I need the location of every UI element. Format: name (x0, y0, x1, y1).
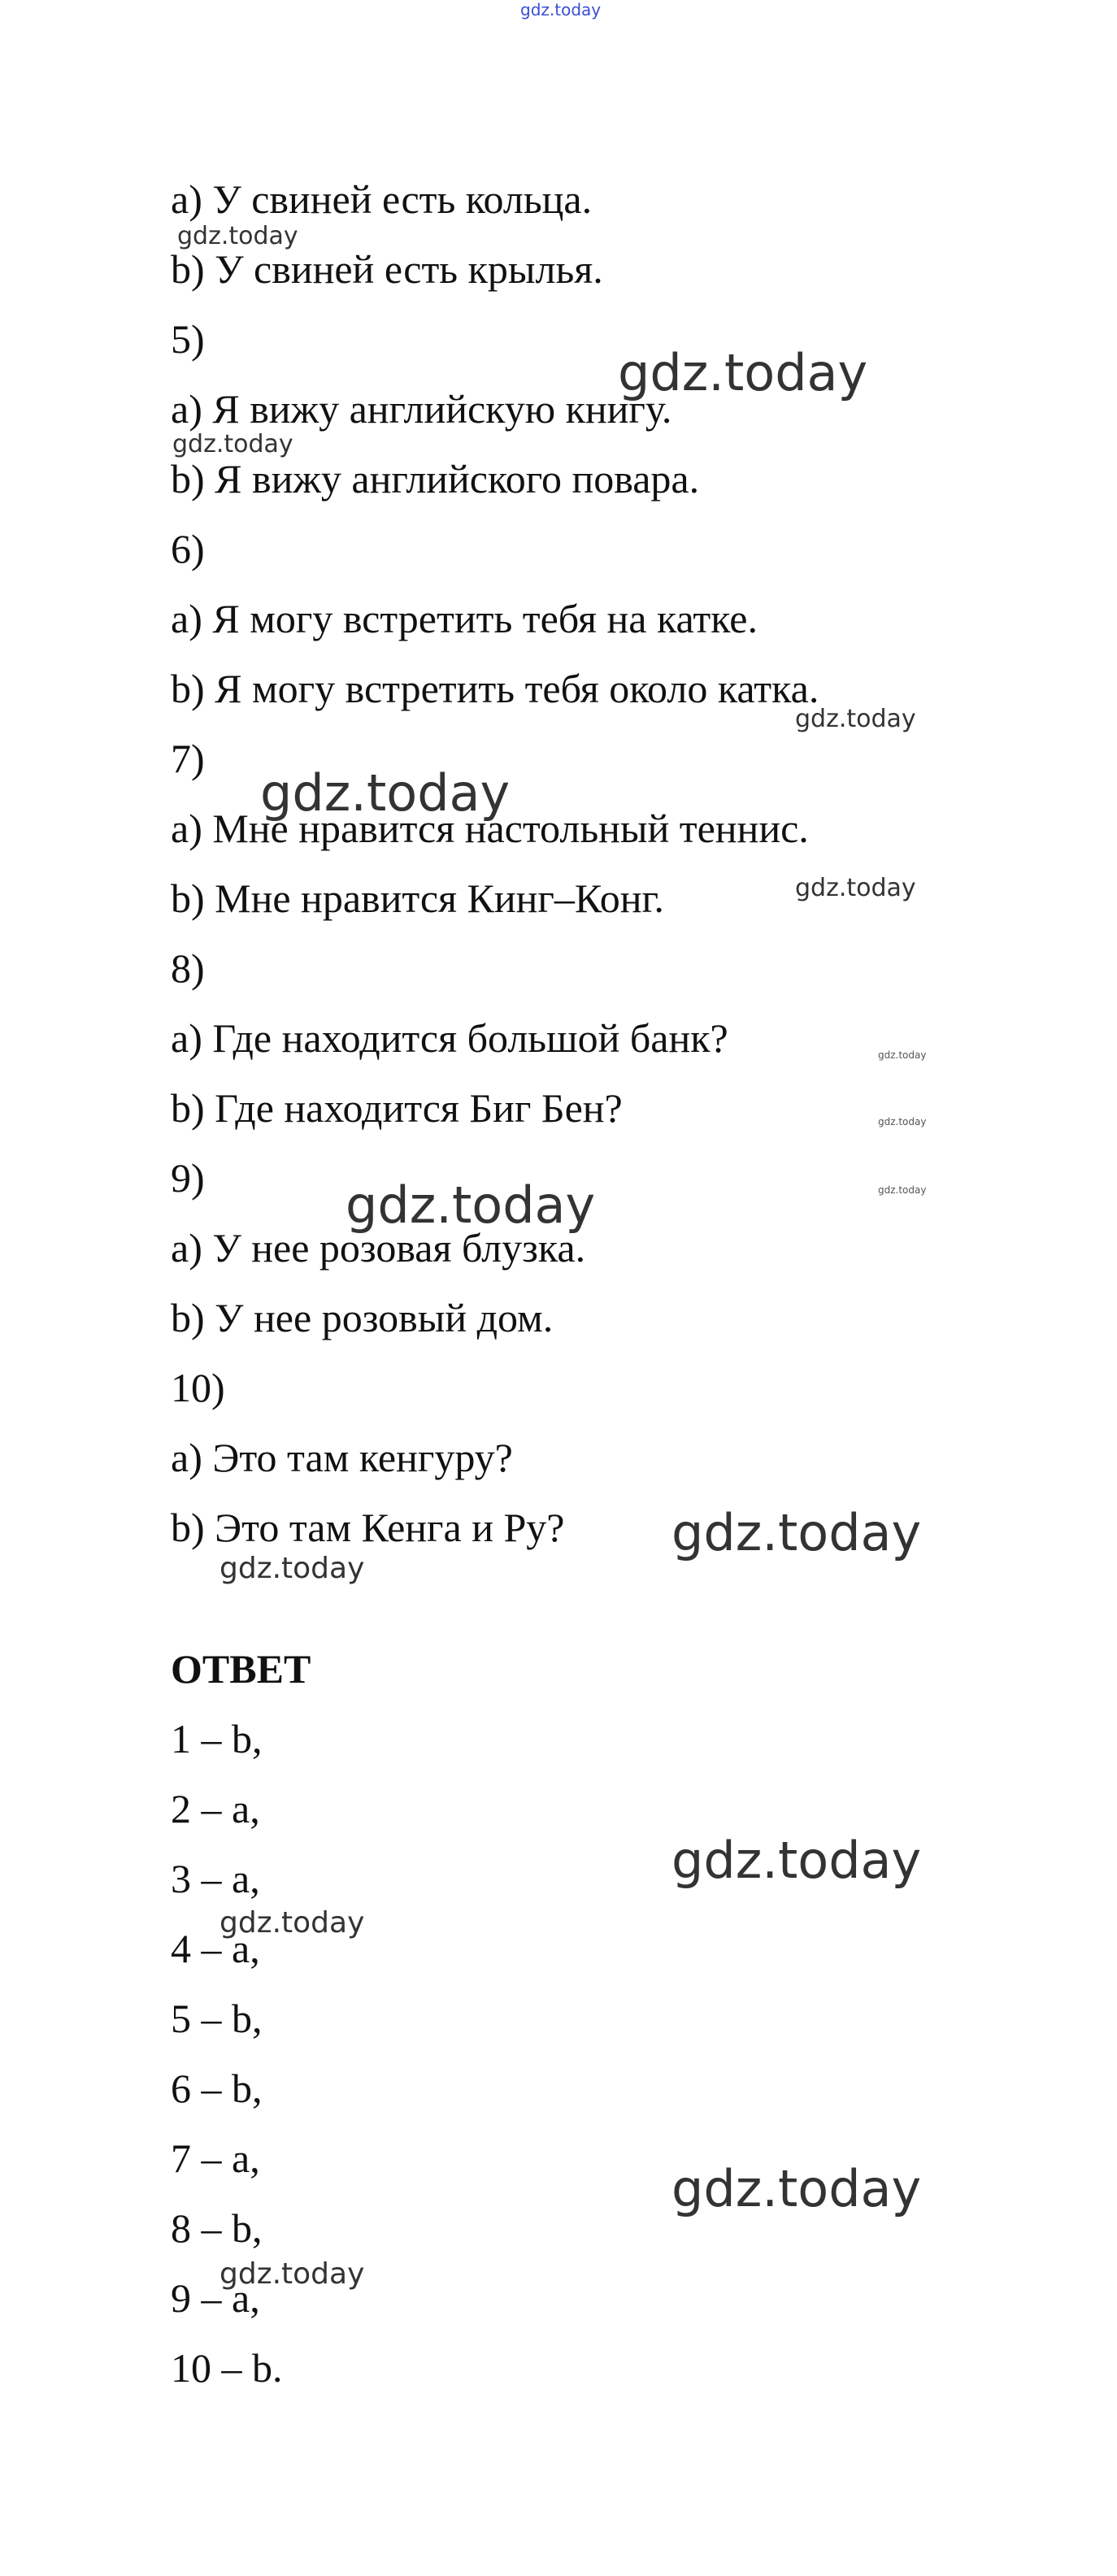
option-line: а) У свиней есть кольца. (171, 176, 593, 222)
option-line: а) У нее розовая блузка. (171, 1225, 586, 1271)
watermark: gdz.today (672, 1831, 922, 1890)
option-line: b) У нее розовый дом. (171, 1295, 554, 1340)
watermark: gdz.today (260, 763, 511, 823)
option-line: b) Мне нравится Кинг–Конг. (171, 875, 664, 921)
answer-line: 1 – b, (171, 1716, 263, 1761)
question-number: 5) (171, 316, 205, 362)
watermark: gdz.today (520, 0, 602, 20)
watermark: gdz.today (177, 222, 298, 250)
option-line: b) Где находится Биг Бен? (171, 1085, 623, 1131)
option-line: а) Мне нравится настольный теннис. (171, 806, 809, 851)
option-line: а) Это там кенгуру? (171, 1435, 513, 1480)
option-line: а) Я вижу английскую книгу. (171, 386, 672, 432)
answer-line: 9 – a, (171, 2275, 260, 2321)
answer-line: 4 – a, (171, 1926, 260, 1971)
answer-line: 8 – b, (171, 2205, 263, 2251)
watermark: gdz.today (878, 1116, 927, 1127)
question-number: 7) (171, 736, 205, 781)
watermark: gdz.today (672, 2159, 922, 2218)
answer-line: 2 – a, (171, 1786, 260, 1831)
watermark: gdz.today (219, 1906, 365, 1940)
watermark: gdz.today (618, 343, 868, 402)
watermark: gdz.today (672, 1503, 922, 1562)
question-number: 9) (171, 1155, 205, 1201)
option-line: b) Это там Кенга и Ру? (171, 1505, 565, 1550)
answer-line: 10 – b. (171, 2345, 283, 2391)
question-number: 8) (171, 945, 205, 991)
watermark: gdz.today (346, 1175, 596, 1235)
option-line: b) Я могу встретить тебя около катка. (171, 666, 819, 711)
answer-line: 7 – a, (171, 2135, 260, 2181)
option-line: b) Я вижу английского повара. (171, 456, 700, 502)
watermark: gdz.today (219, 2257, 365, 2291)
answer-line: 6 – b, (171, 2066, 263, 2111)
watermark: gdz.today (795, 705, 916, 733)
watermark: gdz.today (878, 1184, 927, 1196)
option-line: а) Я могу встретить тебя на катке. (171, 596, 758, 641)
answer-line: 5 – b, (171, 1996, 263, 2041)
watermark: gdz.today (172, 430, 293, 458)
watermark: gdz.today (878, 1049, 927, 1061)
option-line: а) Где находится большой банк? (171, 1015, 728, 1061)
question-number: 6) (171, 526, 205, 571)
watermark: gdz.today (795, 874, 916, 902)
answer-heading: ОТВЕТ (171, 1646, 311, 1692)
answer-line: 3 – a, (171, 1856, 260, 1901)
watermark: gdz.today (219, 1552, 365, 1585)
question-number: 10) (171, 1365, 225, 1410)
option-line: b) У свиней есть крылья. (171, 246, 603, 292)
